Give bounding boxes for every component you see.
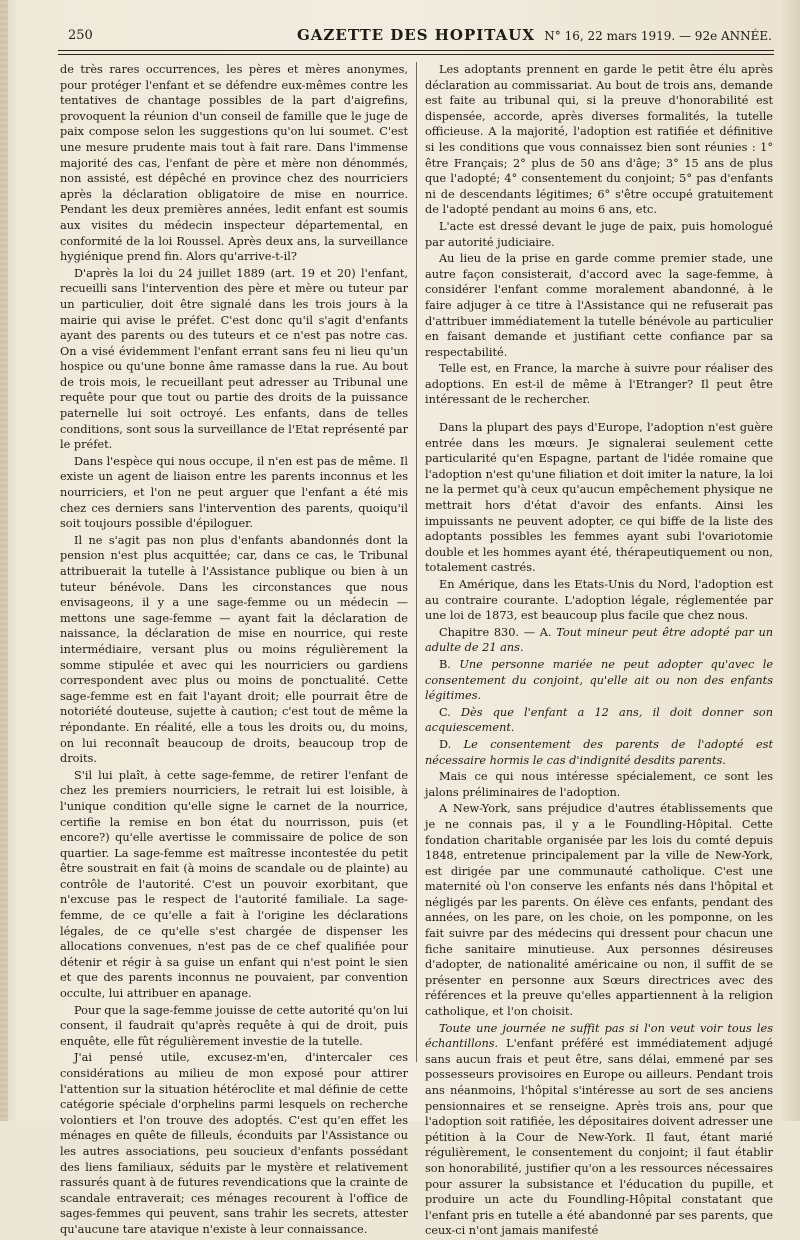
paragraph: de très rares occurrences, les pères et mères anonymes, pour protéger l'enfant et se défendre eux-mêmes contre les tentatives de chantage possibles de la part d'aigrefins, provoquent la réunion d'un conseil de famille que le juge de paix compose selon les suggestions qu'on lui soumet. C'est une mesure prudente mais tout à fait rare. Dans l'immense majorité des cas, l'enfant de père et mère non dénommés, non assisté, est dépêché en province chez des nourriciers après la déclaration obligatoire de mise en nourrice. Pendant les deux premières années, ledit enfant est soumis aux visites du médecin inspecteur départemental, en conformité de la loi Roussel. Après deux ans, la surveillance hygiénique prend fin. Alors qu'arrive-t-il? <box>60 63 408 264</box>
law-text: Une personne mariée ne peut adopter qu'avec le consentement du conjoint, qu'elle ait ou non des enfants légitimes. <box>425 657 774 703</box>
law-item-b <box>425 657 773 704</box>
law-label: B. <box>439 657 451 671</box>
paragraph: A New-York, sans préjudice d'autres établissements que je ne connais pas, il y a le Foundling-Hôpital. Cette fondation charitable organisée par les lois du comté depuis 1848, entretenue principalement par la ville de New-York, est dirigée par une communauté catholique. C'est une maternité où l'on conserve les enfants nés dans l'hôpital et négligés par les parents. On élève ces enfants, pendant des années, on les pare, on les choie, on les pomponne, on les fait suivre par des médecins qui dressent pour chacun une fiche sanitaire minutieuse. Aux personnes désireuses d'adopter, de nationalité américaine ou non, il suffit de se présenter en personne aux Sœurs directrices avec des références et la preuve qu'elles appartiennent à la religion catholique, et l'on choisit. <box>425 802 773 1019</box>
journal-title: GAZETTE DES HOPITAUX <box>296 26 535 44</box>
paragraph <box>425 1021 773 1239</box>
law-item-d <box>425 737 773 768</box>
paragraph: Les adoptants prennent en garde le petit être élu après déclaration au commissariat. Au bout de trois ans, demande est faite au tribunal qui, si la preuve d'honorabilité est dispensée, accorde, après diverses formalités, la tutelle officieuse. A la majorité, l'adoption est ratifiée et définitive si les conditions que vous connaissez bien sont réunies : 1° être Français; 2° plus de 50 ans d'âge; 3° 15 ans de plus que l'adopté; 4° consentement du conjoint; 5° pas d'enfants ni de descendants légitimes; 6° s'être occupé gratuitement de l'adopté pendant au moins 6 ans, etc. <box>425 63 773 217</box>
paragraph: Il ne s'agit pas non plus d'enfants abandonnés dont la pension n'est plus acquittée; car, dans ce cas, le Tribunal attribuerait la tutelle à l'Assistance publique ou bien à un tuteur bénévole. Dans les circonstances que nous envisageons, il y a une sage-femme ou un médecin — mettons une sage-femme — ayant fait la déclaration de naissance, la déclaration de mise en nourrice, qui reste intermédiaire, versant plus ou moins régulièrement la somme stipulée et avec qui les nourriciers ou gardiens correspondent avec plus ou moins de ponctualité. Cette sage-femme est en fait l'ayant droit; elle pourrait être de notoriété douteuse, sujette à caution; c'est tout de même la répondante. En réalité, elle a tous les droits ou, du moins, on lui reconnaît beaucoup de droits, beaucoup trop de droits. <box>60 533 408 766</box>
header-rule-bottom <box>58 54 774 55</box>
paragraph: Mais ce qui nous intéresse spécialement, ce sont les jalons préliminaires de l'adoption. <box>425 770 773 799</box>
left-column <box>60 62 408 1239</box>
right-column <box>425 62 773 1240</box>
paragraph: Telle est, en France, la marche à suivre pour réaliser des adoptions. En est-il de même à l'Etranger? Il peut être intéressant de le rechercher. <box>425 362 773 407</box>
header-rule-top <box>58 50 774 51</box>
paragraph: Au lieu de la prise en garde comme premier stade, une autre façon consisterait, d'accord avec la sage-femme, à considérer l'enfant comme moralement abandonné, à le faire adjuger à ce titre à l'Assistance qui ne refuserait pas d'attribuer immédiatement la tutelle bénévole au particulier en faisant demande et justifiant cette confiance par sa respectabilité. <box>425 252 773 359</box>
paragraph: Pour que la sage-femme jouisse de cette autorité qu'on lui consent, il faudrait qu'après requête à qui de droit, puis enquête, elle fût régulièrement investie de la tutelle. <box>60 1003 408 1048</box>
paragraph: J'ai pensé utile, excusez-m'en, d'intercaler ces considérations au milieu de mon exposé pour attirer l'attention sur la situation hétéroclite et mal définie de cette catégorie spéciale d'orphelins parmi lesquels on recherche volontiers et l'on trouve des adoptés. C'est qu'en effet les ménages en quête de filleuls, éconduits par l'Assistance ou les autres associations, peu soucieux d'enfants possédant des liens familiaux, séduits par le mystère et relativement rassurés quant à de futures revendications que la crainte de scandale entraverait; ces ménages recourent à l'office de sages-femmes qui peuvent, sans trahir les secrets, attester qu'aucune tare atavique n'existe à leur connaissance. <box>60 1051 408 1236</box>
paragraph: S'il lui plaît, à cette sage-femme, de retirer l'enfant de chez les premiers nourriciers, le retrait lui est loisible, à l'unique condition qu'elle signe le carnet de la nourrice, certifie la remise en bon état du nourrisson, puis (et encore?) qu'elle avertisse le commissaire de police de son quartier. La sage-femme est maîtresse incontestée du petit être soustrait en fait (à moins de scandale ou de plainte) au contrôle de l'autorité. C'est un pouvoir exorbitant, que n'excuse pas le respect de l'autorité familiale. La sage-femme, de ce qu'elle a fait à l'origine les déclarations légales, de ce qu'elle s'est chargée de dispenser les allocations convenues, n'est pas de ce chef qualifiée pour détenir et régir à sa guise un enfant qui n'est point le sien et que des parents inconnus ne pouvaient, par convention occulte, lui attribuer en apanage. <box>60 768 408 1001</box>
law-text: Le consentement des parents de l'adopté est nécessaire hormis le cas d'indignité desdits parents. <box>425 737 773 767</box>
paragraph-text: L'enfant préféré est immédiatement adjugé sans aucun frais et peut être, sans délai, emmené par ses possesseurs provisoires en Europe ou ailleurs. Pendant trois ans néanmoins, l'hôpital s'intéresse au sort de ses anciens pensionnaires et se renseigne. Après trois ans, pour que l'adoption soit ratifiée, les dépositaires doivent adresser une pétition à la Cour de New-York. Il faut, étant marié régulièrement, le consentement du conjoint; il faut établir son honorabilité, justifier qu'on a les ressources nécessaires pour assurer la subsistance et l'éducation du pupille, et produire un acte du Foundling-Hôpital constatant que l'enfant pris en tutelle a été abandonné par ses parents, que ceux-ci n'ont jamais manifesté <box>425 1037 773 1238</box>
paragraph: L'acte est dressé devant le juge de paix, puis homologué par autorité judiciaire. <box>425 219 773 249</box>
paragraph: En Amérique, dans les Etats-Unis du Nord, l'adoption est au contraire courante. L'adoption légale, réglementée par une loi de 1873, est beaucoup plus facile que chez nous. <box>425 578 773 623</box>
paragraph: Dans l'espèce qui nous occupe, il n'en est pas de même. Il existe un agent de liaison entre les parents inconnus et les nourriciers, et l'on ne peut arguer que l'enfant a été mis chez ces derniers sans l'intervention des parents, quoiqu'il soit toujours possible d'épiloguer. <box>60 454 408 531</box>
issue-info: N° 16, 22 mars 1919. — 92e ANNÉE. <box>544 29 772 43</box>
law-text: Dès que l'enfant a 12 ans, il doit donner son acquiescement. <box>425 705 773 735</box>
page-binding-edge <box>0 0 8 1121</box>
italic-lead-text: Toute une journée ne suffit pas si l'on veut voir tous les échantillons. <box>425 1021 773 1051</box>
page-number: 250 <box>68 28 93 43</box>
law-item-c <box>425 705 773 736</box>
column-divider <box>416 62 417 1062</box>
law-text: Tout mineur peut être adopté par un adulte de 21 ans. <box>425 625 773 655</box>
paragraph: D'après la loi du 24 juillet 1889 (art. 19 et 20) l'enfant, recueilli sans l'intervention des père et mère ou tuteur par un particulier, doit être signalé dans les trois jours à la mairie qui avise le préfet. C'est donc qu'il s'agit d'enfants ayant des parents ou des tuteurs et ce n'est pas notre cas. On a visé évidemment l'enfant errant sans feu ni lieu qu'un hospice ou qu'une bonne âme ramasse dans la rue. Au bout de trois mois, le recueillant peut adresser au Tribunal une requête pour que tout ou partie des droits de la puissance paternelle lui soit octroyé. Les enfants, dans de telles conditions, sont sous la surveillance de l'Etat représenté par le préfet. <box>60 266 408 452</box>
law-label: D. <box>439 737 452 751</box>
law-label: Chapitre 830. — A. <box>439 625 552 639</box>
paragraph: Dans la plupart des pays d'Europe, l'adoption n'est guère entrée dans les mœurs. Je signalerai seulement cette particularité qu'en Espagne, partant de l'idée romaine que l'adoption n'est qu'une filiation et doit imiter la nature, la loi ne la permet qu'à ceux qu'aucun empêchement physique ne mettrait hors d'état d'avoir des enfants. Ainsi les impuissants ne peuvent adopter, ce qui biffe de la liste des adoptants possibles les femmes ayant subi l'ovariotomie double et les hommes ayant été, thérapeutiquement ou non, totalement castrés. <box>425 421 773 575</box>
law-label: C. <box>439 705 451 719</box>
law-item-a <box>425 625 773 656</box>
page-header <box>60 26 772 48</box>
